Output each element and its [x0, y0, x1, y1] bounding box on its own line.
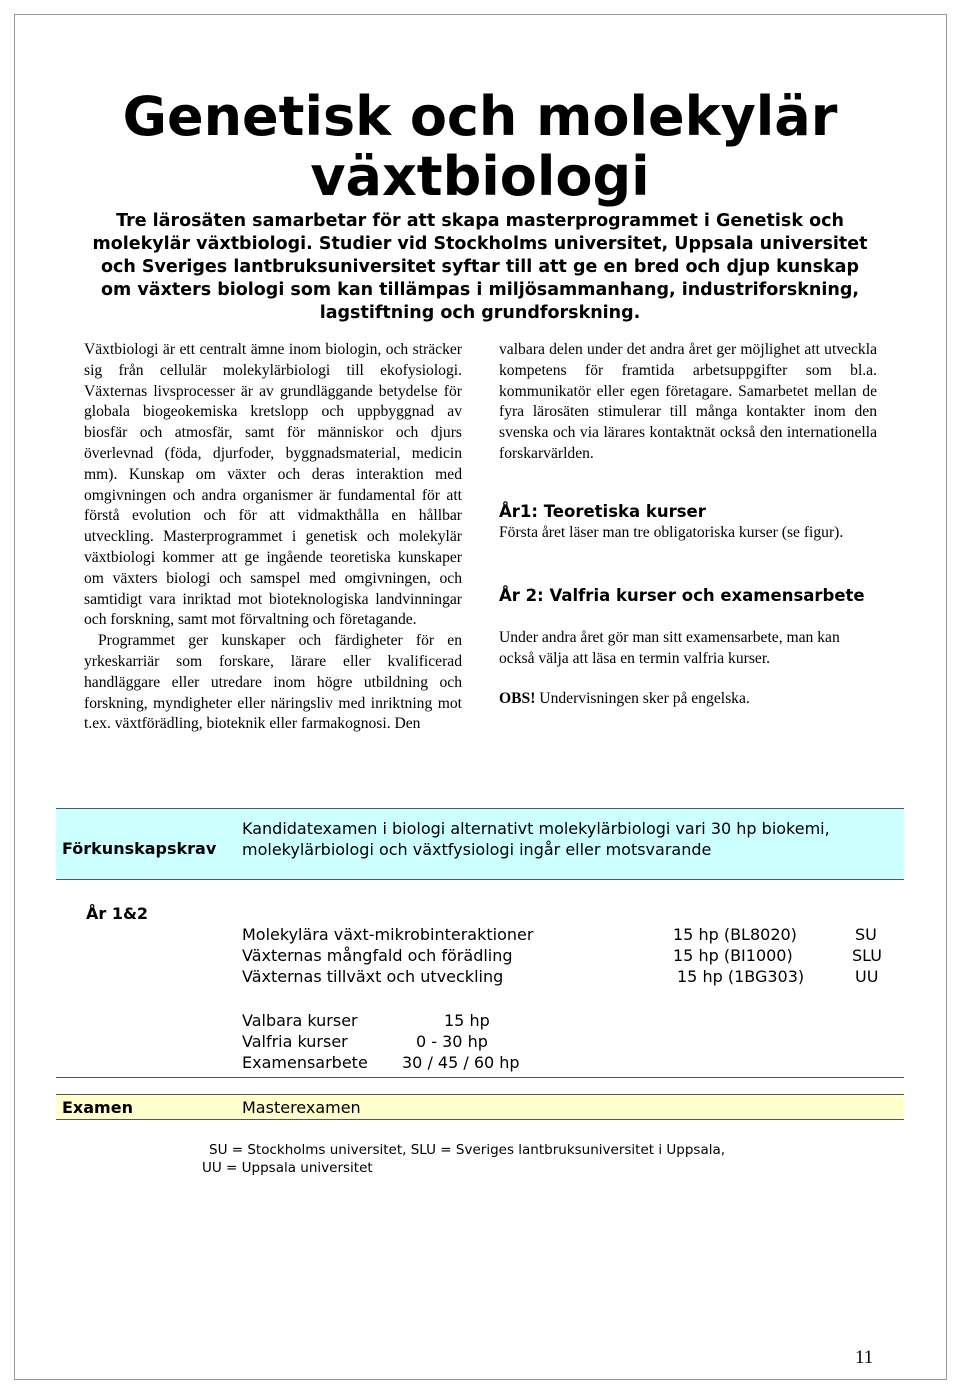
course-university: UU — [855, 967, 879, 986]
exam-value: Masterexamen — [242, 1098, 361, 1117]
page-title-line-2: växtbiologi — [310, 145, 650, 208]
course-name: Molekylära växt-mikrobinteraktioner — [242, 925, 534, 944]
course-credits: 15 hp (BL8020) — [673, 925, 797, 944]
obs-text: Undervisningen sker på engelska. — [535, 690, 750, 707]
legend-line-2: UU = Uppsala universitet — [202, 1160, 373, 1176]
elective-name: Valbara kurser — [242, 1011, 358, 1030]
requirements-line-1: Kandidatexamen i biologi alternativt molekylärbiologi vari 30 hp biokemi, — [242, 819, 830, 838]
course-university: SU — [855, 925, 877, 944]
requirements-label: Förkunskapskrav — [62, 839, 217, 858]
course-name: Växternas mångfald och förädling — [242, 946, 513, 965]
elective-credits: 30 / 45 / 60 hp — [402, 1053, 520, 1072]
body-column-right: valbara delen under det andra året ger möjlighet att utveckla kompetens för framtida arbetsuppgifter som bl.a. kommunikatör eller egen företagare. Samarbetet mellan de fyra lärosäten stimulerar till många kontakter inom den svenska och via lärares kontaktnät också den internationella forskarvärlden. — [499, 341, 877, 462]
year2-text: Under andra året gör man sitt examensarbete, man kan också välja att läsa en termin valfria kurser. — [499, 629, 840, 667]
exam-row — [56, 1094, 904, 1120]
body-paragraph-2: Programmet ger kunskaper och färdigheter för en yrkeskarriär som forskare, lärare eller kvalificerad handläggare eller utredare inom högre utbildning och forskning, myndigheter eller näringsliv med inriktning mot t.ex. växtförädling, bioteknik eller farmakognosi. Den — [84, 632, 462, 733]
elective-name: Valfria kurser — [242, 1032, 348, 1051]
figure-divider — [56, 1077, 904, 1078]
obs-note — [499, 689, 879, 710]
year1-heading: År1: Teoretiska kurser — [499, 502, 706, 521]
body-column-left — [84, 340, 462, 735]
body-paragraph-1: Växtbiologi är ett centralt ämne inom biologin, och sträcker sig från cellulär molekylärbiologi till ekofysiologi. Växternas livsprocesser är av grundläggande betydelse för globala biogeokemiska kretslopp och uppbyggnad av biosfär och atmosfär, samt för människor och djurs överlevnad (föda, djurfoder, byggnadsmaterial, medicin mm). Kunskap om växter och deras interaktion med omgivningen och andra organismer är fundamental för att förstå evolution och för att vidmakthålla en hållbar utveckling. Masterprogrammet i genetisk och molekylär växtbiologi kommer att ge ingående teoretiska kunskaper om växters biologi och samspel med omgivningen, och samtidigt vara inriktad mot bioteknologiska landvinningar och forskning, samt mot förvaltning och företagande. — [84, 341, 462, 629]
course-credits: 15 hp (1BG303) — [677, 967, 805, 986]
elective-name: Examensarbete — [242, 1053, 368, 1072]
obs-label: OBS! — [499, 690, 536, 707]
course-credits: 15 hp (BI1000) — [673, 946, 793, 965]
years-label: År 1&2 — [86, 904, 149, 923]
page-title-line-1: Genetisk och molekylär — [122, 85, 838, 148]
year2-heading: År 2: Valfria kurser och examensarbete — [499, 586, 865, 605]
elective-credits: 0 - 30 hp — [416, 1032, 488, 1051]
page-number: 11 — [855, 1347, 874, 1368]
elective-credits: 15 hp — [444, 1011, 490, 1030]
year1-text: Första året läser man tre obligatoriska kurser (se figur). — [499, 524, 844, 541]
intro-paragraph: Tre lärosäten samarbetar för att skapa masterprogrammet i Genetisk och molekylär växtbiologi. Studier vid Stockholms universitet, Uppsala universitet och Sveriges lantbruksuniversitet syftar till att ge en bred och djup kunskap om växters biologi som kan tillämpas i miljösammanhang, industriforskning, lagstiftning och grundforskning. — [92, 211, 868, 323]
requirements-line-2: molekylärbiologi och växtfysiologi ingår eller motsvarande — [242, 840, 712, 859]
course-university: SLU — [852, 946, 882, 965]
exam-label: Examen — [62, 1098, 133, 1117]
legend-line-1: SU = Stockholms universitet, SLU = Sveriges lantbruksuniversitet i Uppsala, — [209, 1142, 726, 1158]
course-name: Växternas tillväxt och utveckling — [242, 967, 504, 986]
